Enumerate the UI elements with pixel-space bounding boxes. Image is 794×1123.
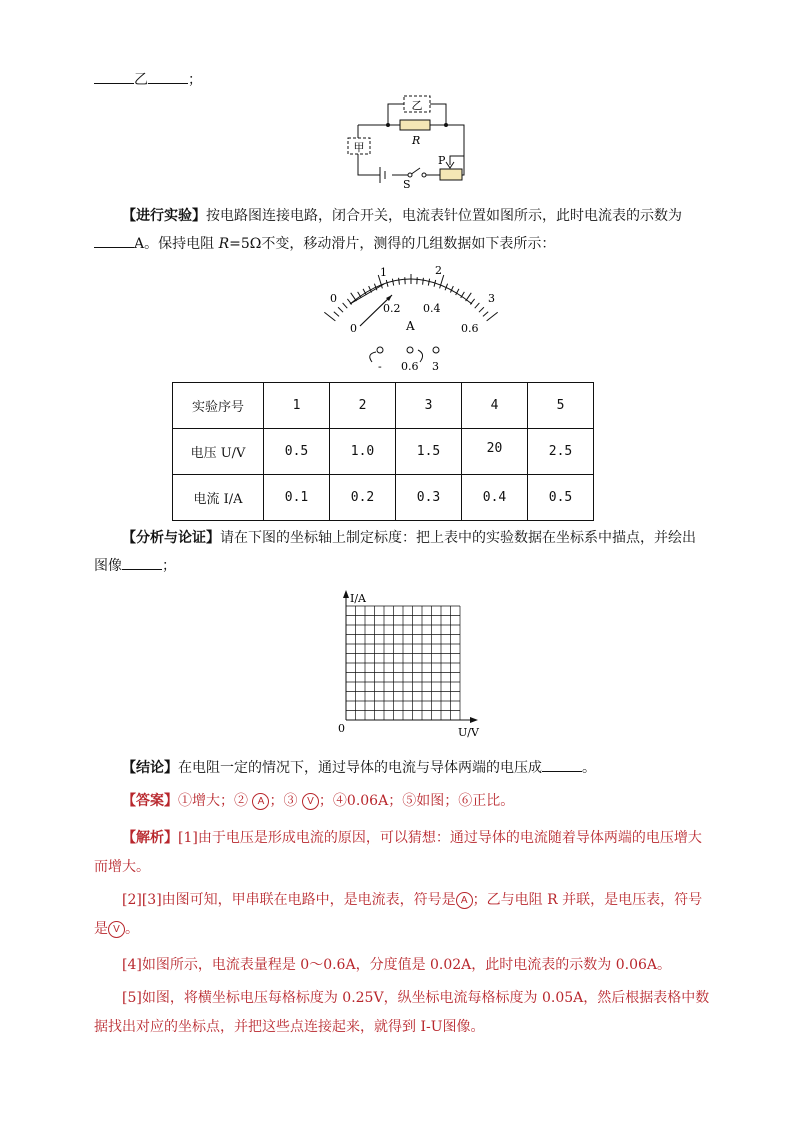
experiment-line-1: 【进行实验】按电路图连接电路，闭合开关，电流表针位置如图所示，此时电流表的示数为: [122, 208, 682, 224]
circuit-diagram: [340, 92, 480, 192]
ammeter-symbol-icon: A: [456, 892, 473, 909]
svg-text:0: 0: [338, 722, 345, 735]
explanation-1-line-1: 【解析】[1]由于电压是形成电流的原因，可以猜想：通过导体的电流随着导体两端的电压增大: [122, 830, 702, 846]
svg-text:S: S: [403, 178, 411, 191]
explanation-1-line-2: 而增大。: [94, 859, 150, 875]
experiment-line-2: A。保持电阻 R=5Ω不变，移动滑片，测得的几组数据如下表所示：: [94, 234, 555, 254]
svg-text:0: 0: [330, 292, 337, 305]
svg-text:-: -: [378, 360, 382, 373]
explanation-5-line-2: 据找出对应的坐标点，并把这些点连接起来，就得到 I-U图像。: [94, 1019, 485, 1035]
blank: [148, 71, 188, 84]
rheostat: [440, 169, 462, 180]
blank: [94, 71, 134, 84]
explanation-2-line-2: 是 V 。: [94, 921, 139, 937]
svg-text:乙: 乙: [411, 99, 423, 112]
analysis-line-1: 【分析与论证】请在下图的坐标轴上制定标度：把上表中的实验数据在坐标系中描点，并绘出: [122, 530, 696, 546]
blank: [542, 759, 582, 772]
analysis-line-2: 图像 ；: [94, 558, 176, 574]
voltmeter-symbol-icon: V: [302, 793, 319, 810]
ammeter-symbol-icon: A: [252, 793, 269, 810]
answer-line: 【答案】①增大；② A ；③ V ；④0.06A；⑤如图；⑥正比。: [122, 793, 515, 809]
coordinate-grid: [334, 588, 484, 740]
table-row: 电压 U/V 0.5 1.0 1.5 20 2.5: [173, 429, 594, 475]
svg-text:A: A: [406, 319, 415, 333]
svg-text:0.6: 0.6: [461, 322, 479, 335]
resistor: [400, 120, 430, 130]
explanation-5-line-1: [5]如图，将横坐标电压每格标度为 0.25V，纵坐标电流每格标度为 0.05A，然后根据表格中数: [122, 990, 710, 1006]
table-row: 电流 I/A 0.1 0.2 0.3 0.4 0.5: [173, 475, 594, 521]
svg-text:R: R: [412, 134, 421, 147]
svg-text:甲: 甲: [353, 141, 365, 154]
meter-arc-left: [350, 284, 384, 304]
svg-text:0.6: 0.6: [401, 360, 419, 373]
table-row: 实验序号 1 2 3 4 5: [173, 383, 594, 429]
voltmeter-symbol-icon: V: [108, 921, 125, 938]
blank-hint: 乙: [134, 72, 148, 88]
svg-text:3: 3: [432, 360, 439, 373]
svg-text:2: 2: [435, 264, 442, 277]
svg-text:1: 1: [380, 266, 387, 279]
explanation-4: [4]如图所示，电流表量程是 0～0.6A，分度值是 0.02A，此时电流表的示数为 0.06A。: [122, 957, 672, 973]
svg-text:I/A: I/A: [350, 592, 366, 605]
svg-text:U/V: U/V: [458, 726, 479, 739]
svg-text:0.4: 0.4: [423, 302, 441, 315]
ammeter-dial: [320, 260, 500, 378]
top-line: 乙 ；: [94, 70, 202, 90]
svg-text:0: 0: [350, 322, 357, 335]
blank: [122, 557, 162, 570]
conclusion-line: 【结论】在电阻一定的情况下，通过导体的电流与导体两端的电压成 。: [122, 760, 596, 776]
svg-text:0.2: 0.2: [383, 302, 401, 315]
explanation-2-line-1: [2][3]由图可知，甲串联在电路中，是电流表，符号是 A ；乙与电阻 R 并联，是电压表，符号: [122, 892, 703, 908]
svg-text:P: P: [438, 154, 446, 167]
svg-text:3: 3: [488, 292, 495, 305]
blank: [94, 235, 134, 248]
data-table: [172, 382, 594, 521]
